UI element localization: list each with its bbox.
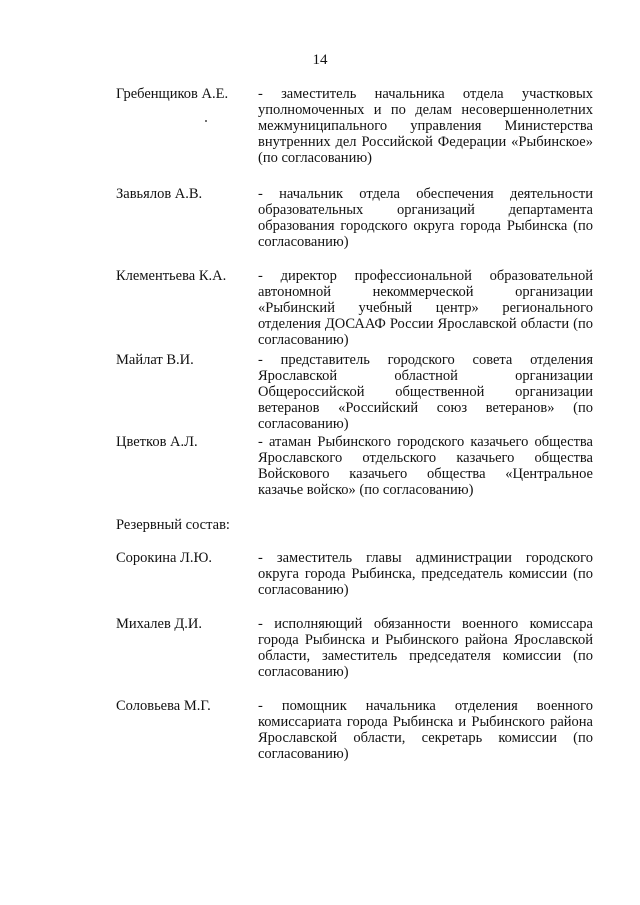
member-name: Майлат В.И. — [116, 352, 194, 368]
member-description: - заместитель главы администрации городского округа города Рыбинска, председатель комиссии (по согласованию) — [258, 550, 593, 598]
member-name: Завьялов А.В. — [116, 186, 203, 202]
member-description: - заместитель начальника отдела участковых уполномоченных и по делам несовершеннолетних межмуниципального управления Министерства внутренних дел Российской Федерации «Рыбинское» (по согласованию) — [258, 86, 593, 166]
member-description: - помощник начальника отделения военного комиссариата города Рыбинска и Рыбинского района Ярославской области, секретарь комиссии (по согласованию) — [258, 698, 593, 762]
page-number: 14 — [312, 52, 328, 68]
member-name: Сорокина Л.Ю. — [116, 550, 213, 566]
scan-speck — [205, 120, 207, 122]
member-description: - начальник отдела обеспечения деятельности образовательных организаций департамента образования городского округа города Рыбинска (по согласованию) — [258, 186, 593, 250]
reserve-heading: Резервный состав: — [116, 517, 230, 533]
member-description: - представитель городского совета отделения Ярославской областной организации Общероссийской общественной организации ветеранов «Российский союз ветеранов» (по согласованию) — [258, 352, 593, 432]
member-name: Михалев Д.И. — [116, 616, 203, 632]
member-name: Цветков А.Л. — [116, 434, 198, 450]
member-name: Клементьева К.А. — [116, 268, 227, 284]
member-name: Гребенщиков А.Е. — [116, 86, 229, 102]
member-description: - директор профессиональной образовательной автономной некоммерческой организации «Рыбинский учебный центр» регионального отделения ДОСААФ России Ярославской области (по согласованию) — [258, 268, 593, 348]
member-description: - атаман Рыбинского городского казачьего общества Ярославского отдельского казачьего общества Войскового казачьего общества «Центральное казачье войско» (по согласованию) — [258, 434, 593, 498]
member-name: Соловьева М.Г. — [116, 698, 211, 714]
member-description: - исполняющий обязанности военного комиссара города Рыбинска и Рыбинского района Ярославской области, заместитель председателя комиссии (по согласованию) — [258, 616, 593, 680]
